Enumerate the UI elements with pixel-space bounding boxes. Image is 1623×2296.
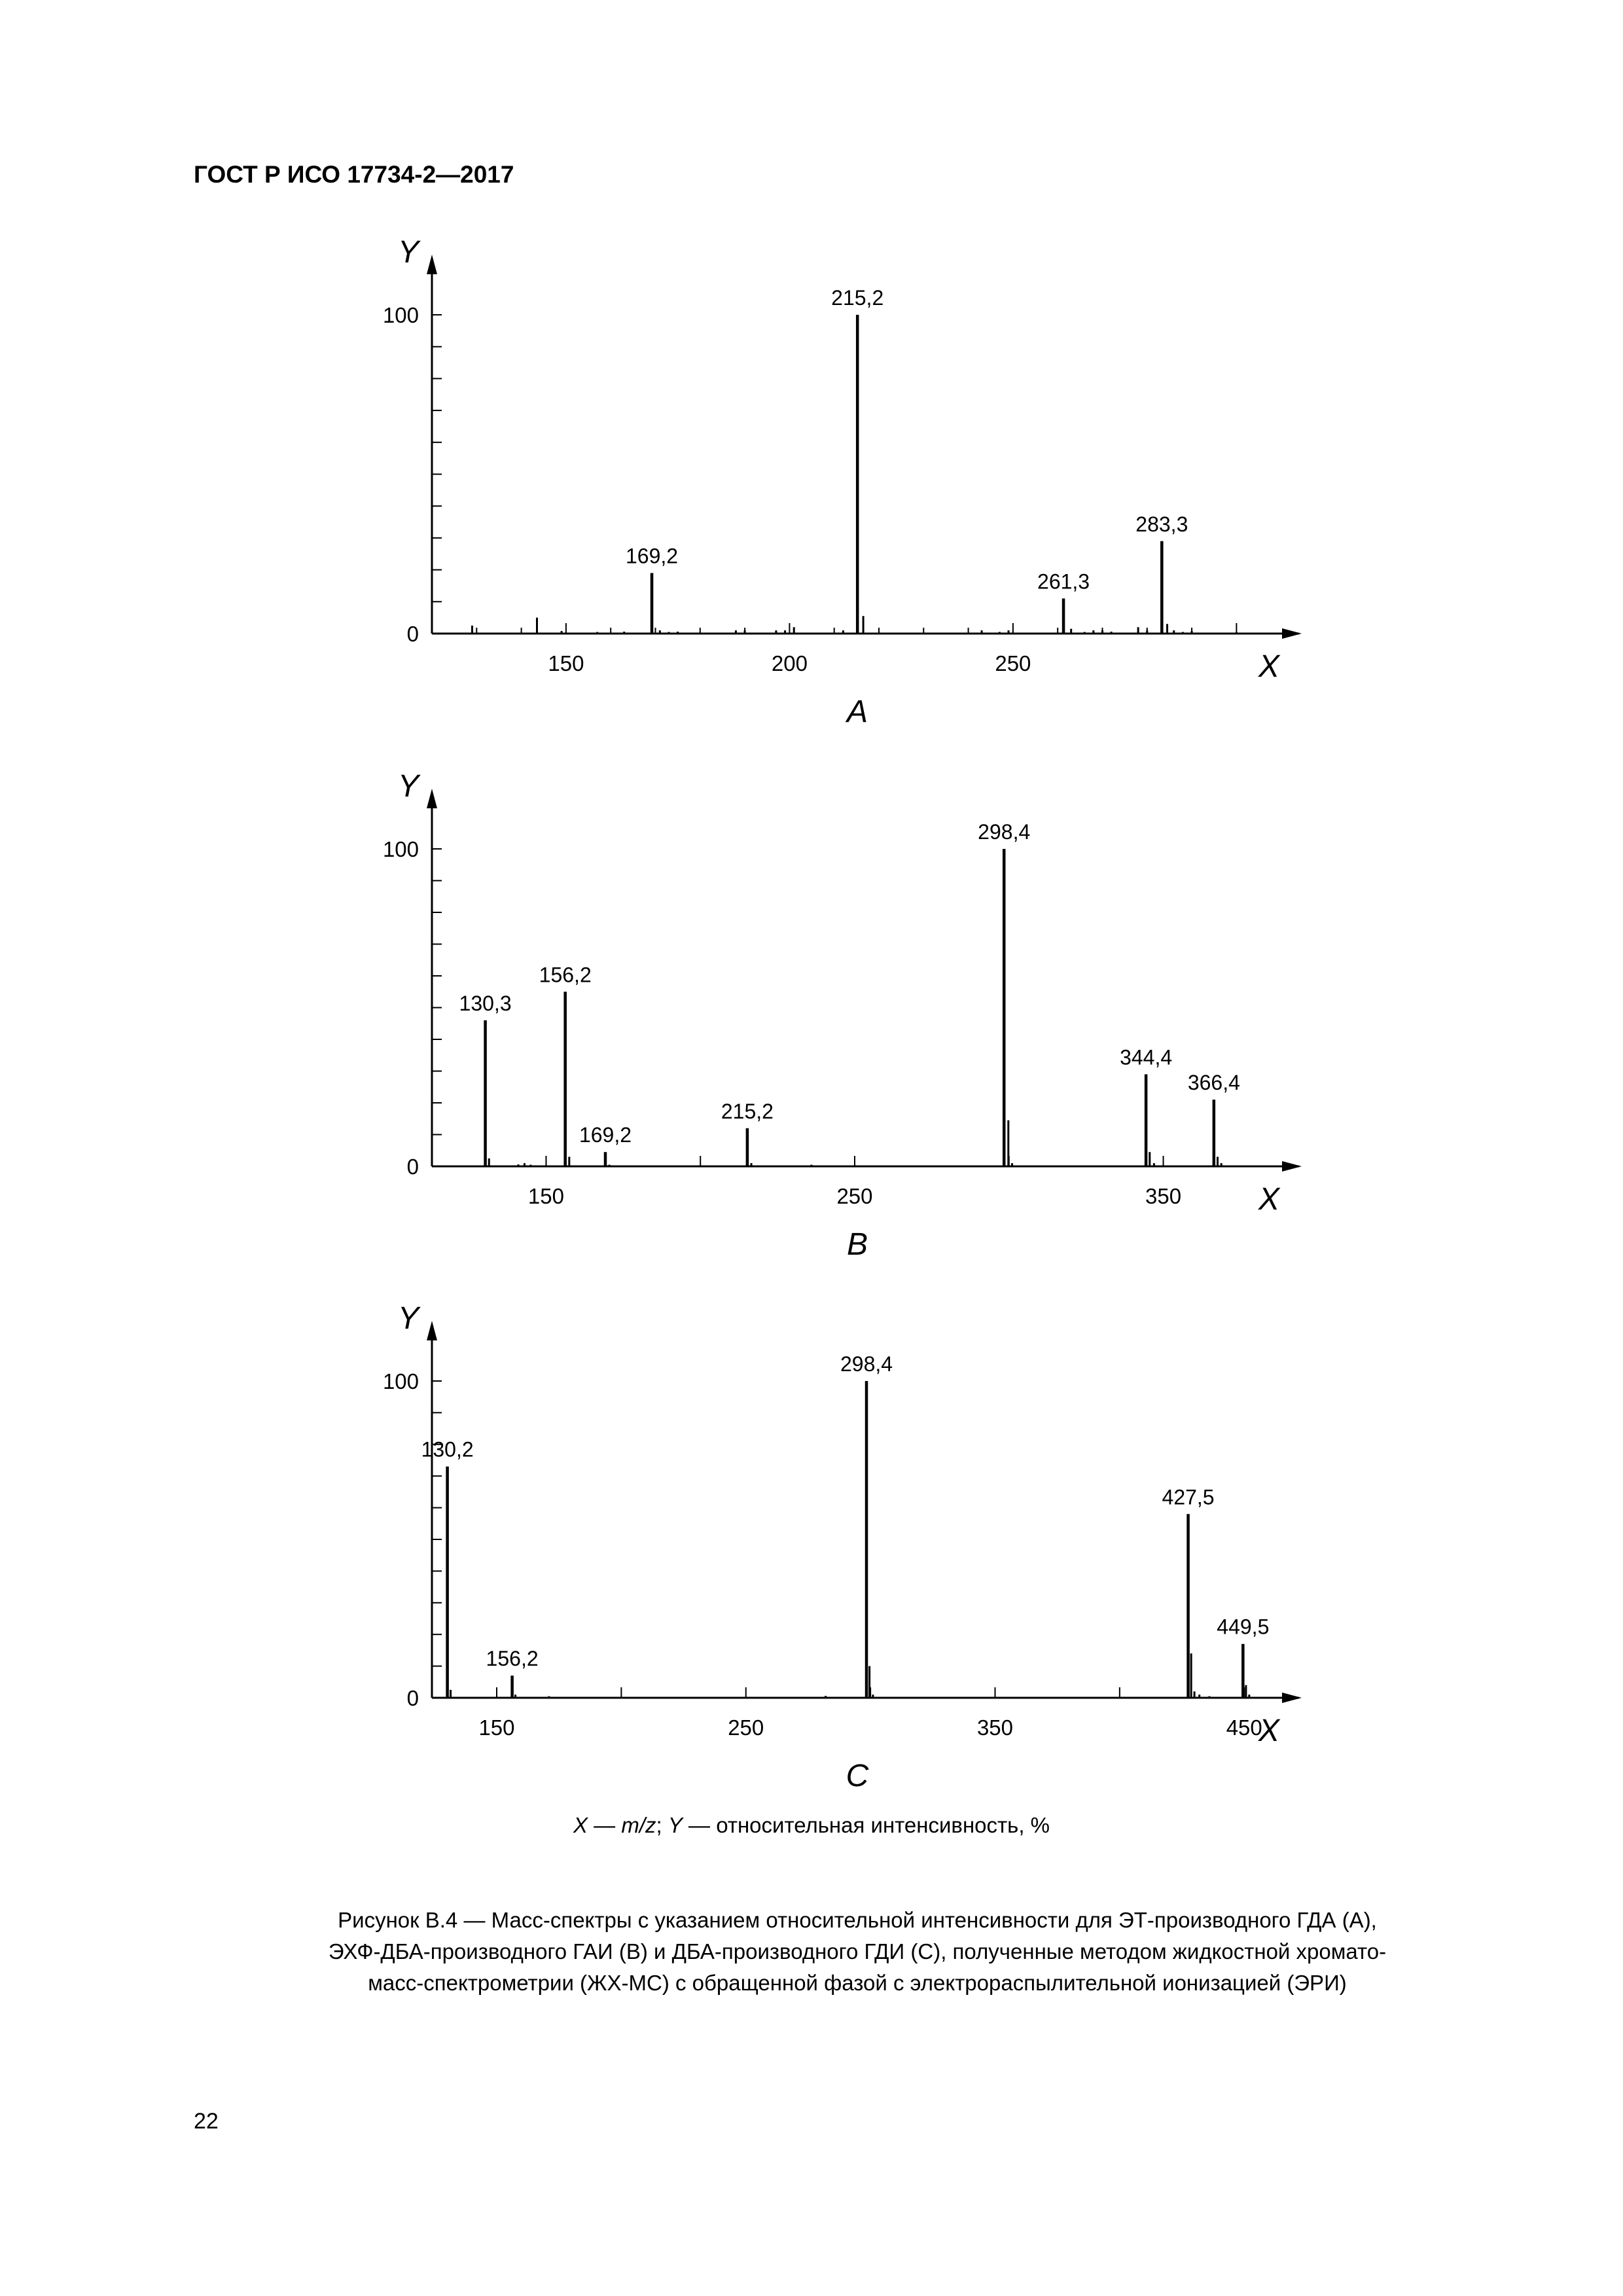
peak-label: 344,4 bbox=[1120, 1045, 1173, 1069]
x-axis-arrow bbox=[1282, 1161, 1302, 1172]
y-tick-label: 100 bbox=[382, 837, 419, 861]
peak-label: 449,5 bbox=[1217, 1615, 1270, 1639]
x-tick-label: 350 bbox=[1145, 1184, 1182, 1208]
x-axis-label: X bbox=[1258, 1713, 1280, 1748]
legend-x-symbol: X bbox=[573, 1813, 588, 1837]
panel-label: C bbox=[846, 1759, 869, 1793]
x-tick-label: 250 bbox=[836, 1184, 873, 1208]
caption-line-2: ЭХФ-ДБА-производного ГАИ (B) и ДБА-производного ГДИ (C), полученные методом жидкостной хромато- bbox=[328, 1939, 1387, 1964]
peak-label: 215,2 bbox=[721, 1099, 774, 1123]
peak-label: 169,2 bbox=[579, 1123, 632, 1147]
mass-spectrum-c bbox=[0, 1302, 1623, 1813]
axis-legend bbox=[0, 1813, 1623, 1838]
legend-x-unit: m/z bbox=[621, 1813, 656, 1837]
y-axis-label: Y bbox=[398, 235, 419, 270]
x-tick-label: 250 bbox=[728, 1715, 764, 1740]
x-tick-label: 200 bbox=[771, 651, 808, 675]
peak-label: 169,2 bbox=[625, 544, 679, 568]
y-tick-label: 0 bbox=[406, 1686, 419, 1710]
caption-line-3: масс-спектрометрии (ЖХ-МС) с обращенной фазой с электрораспылительной ионизацией (ЭРИ) bbox=[368, 1971, 1347, 1995]
peak-label: 130,3 bbox=[459, 991, 512, 1015]
y-axis-arrow bbox=[427, 255, 437, 274]
y-tick-label: 100 bbox=[382, 303, 419, 327]
document-header: ГОСТ Р ИСО 17734-2—2017 bbox=[194, 161, 514, 188]
mass-spectrum-b bbox=[0, 766, 1623, 1276]
y-axis-arrow bbox=[427, 1321, 437, 1340]
y-tick-label: 0 bbox=[406, 622, 419, 646]
panel-label: B bbox=[846, 1227, 868, 1262]
legend-x-dash: — bbox=[587, 1813, 622, 1837]
peak-label: 130,2 bbox=[421, 1437, 474, 1462]
x-tick-label: 150 bbox=[527, 1184, 564, 1208]
x-tick-label: 250 bbox=[995, 651, 1031, 675]
peak-label: 298,4 bbox=[840, 1352, 893, 1376]
legend-y-description: — относительная интенсивность, % bbox=[682, 1813, 1050, 1837]
peak-label: 298,4 bbox=[978, 820, 1031, 844]
caption-line-1: Рисунок В.4 — Масс-спектры с указанием относительной интенсивности для ЭТ-производного ГДА (A), bbox=[338, 1908, 1377, 1932]
legend-separator: ; bbox=[656, 1813, 668, 1837]
peak-label: 215,2 bbox=[831, 286, 884, 310]
peak-label: 156,2 bbox=[539, 963, 592, 987]
x-tick-label: 450 bbox=[1226, 1715, 1262, 1740]
y-tick-label: 0 bbox=[406, 1155, 419, 1179]
figure-caption bbox=[236, 1905, 1479, 1999]
x-axis-arrow bbox=[1282, 1693, 1302, 1703]
peak-label: 366,4 bbox=[1187, 1071, 1240, 1095]
x-tick-label: 150 bbox=[478, 1715, 515, 1740]
legend-y-symbol: Y bbox=[668, 1813, 683, 1837]
peak-label: 261,3 bbox=[1037, 569, 1090, 594]
y-axis-label: Y bbox=[398, 1301, 419, 1336]
mass-spectrum-a bbox=[0, 229, 1623, 740]
y-axis-label: Y bbox=[398, 769, 419, 804]
panel-label: A bbox=[846, 694, 868, 729]
x-axis-label: X bbox=[1258, 649, 1280, 684]
y-axis-arrow bbox=[427, 789, 437, 808]
page-number: 22 bbox=[194, 2109, 219, 2134]
peak-label: 283,3 bbox=[1135, 512, 1188, 536]
peak-label: 427,5 bbox=[1162, 1485, 1215, 1509]
x-tick-label: 150 bbox=[548, 651, 584, 675]
x-tick-label: 350 bbox=[976, 1715, 1014, 1740]
x-axis-label: X bbox=[1258, 1182, 1280, 1217]
peak-label: 156,2 bbox=[486, 1647, 539, 1671]
y-tick-label: 100 bbox=[382, 1369, 419, 1393]
x-axis-arrow bbox=[1282, 628, 1302, 639]
